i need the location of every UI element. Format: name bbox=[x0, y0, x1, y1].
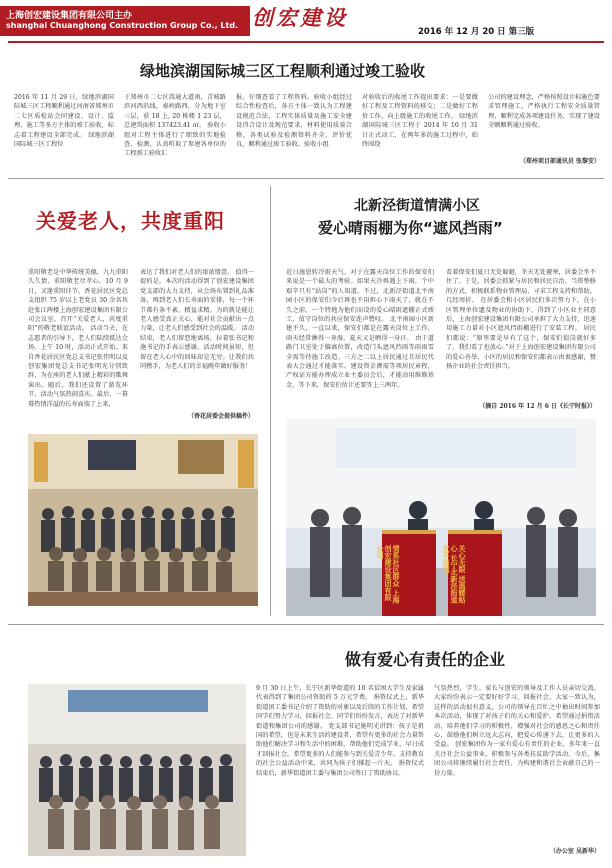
article4-headline: 做有爱心有责任的企业 bbox=[345, 650, 506, 669]
article3-headline-line2: 爱心晴雨棚为你“遮风挡雨” bbox=[318, 219, 503, 237]
issue-date-page: 2016 年 12 月 20 日 第三版 bbox=[418, 27, 535, 37]
section-divider-1 bbox=[8, 178, 604, 179]
banner-text-right: 关心无限 送温暖贴心 长宁北新泾街道北平南园 bbox=[442, 545, 466, 604]
article2-credit: （香花居委会提供稿件） bbox=[187, 413, 254, 420]
newspaper-masthead: 创宏建设 bbox=[252, 5, 348, 30]
article4-credit: （办公室 吴新华） bbox=[549, 848, 600, 855]
article1-col-3: 报，仔细查看了工程资料。验收小组经过综合性检查后，各方主体一致认为工程建设规范合法，工程实体质量及施工安全建设得合设计及规范要求，材料使用质量合格，各类试验及检测资料齐全，评价优良，顺利通过竣工验收。验收小组 bbox=[236, 94, 352, 149]
header-rule bbox=[8, 41, 604, 43]
article3-col-1: 近日施恩转冷雨天气，对于在露天岗位工作的保安们来说是一个最大的考验。如果天冷再遇上下雨，个中艰辛只有“站岗”的人知道。不过，北新泾街道北平南园小区的保安们今后再也不用担心下雨天了，就在不久之前，一个特地为他们而设的爱心晴雨遮棚正式竣工，值守岗位的共应保安连声赞叹。 北平南园小区新建不久，一直以来，保安们都是在露天岗位上工作，雨天经常淋得一身湿，夏天又是晒得一身汗。 由于道路门卫室处于偏离位置，改造门头遮风挡雨等雨雨雪全需等待施工改造。三方之二以上居民通过且居民代表大会通过才能落实。建设资金测需等项居民章程，产权证方能办理成立业主委员会后，才能动用维修基金，等下来，保安们估计还要等上三两年。 bbox=[286, 269, 434, 389]
article2-headline: 关爱老人，共度重阳 bbox=[36, 209, 225, 233]
photo-student-donation bbox=[28, 684, 246, 856]
banner-text-left: 情系社区群众 上海创宏建设集团有限公司 bbox=[376, 545, 400, 604]
article1-col-5: 公司的建设理念，严格按照设计标施色要求管理施工，严格执行工程安全质量管理，顺利完成各项建设任务，实现了建设全额顺利通过验收。 bbox=[488, 94, 600, 130]
column-divider-vertical bbox=[270, 186, 271, 616]
publisher-name-en: shanghai Chuanghong Construction Group Co., Ltd. bbox=[6, 21, 239, 30]
article2-col-1: 重阳敬老是中华传统美德，九九重阳久久情，重阳敬老尽孝心。10 月 9 日，又逢重阳佳节，香花居民区党总支组织 75 岁以上老党员 30 余名共赴张江两楼上海创宏建设集团有限公司会议室，召开“关爱老人，共度重阳”的敬老联谊活动。 活动当天，在志愿者的引导下，老人们陆续抵达会场。上午 10 时，活动正式开始。来自香花居民区党总支书记张伟明以及创宏集团党总支书记张明光分别致辞，为在座的老人们献上精彩的歌舞演出。随后，我们还设置了游览环节，活动气氛热闹喜庆。最后，一幕幕热情洋溢的长寿面端了上来， bbox=[28, 269, 128, 408]
photo-banner-presentation bbox=[286, 418, 596, 616]
section-divider-2 bbox=[8, 624, 604, 625]
article1-col-2: 于郑州市二七区嵩通大道南，青城路滨河西沿线，秦岭路西，分为地下室三层，获 18 上, 20 栋楼 1 23 层，总建筑面积 137423.41 ㎡。 验收小组对工程主体进行了细致的实地检查、检测，认真听取了参建各单位的工程竣工验收汇 bbox=[124, 94, 226, 158]
article1-col-1: 2016 年 11 月 29 日，绿地滨湖国际城三区工程顺利通过河南省郑州市二七区质检站会同建设、设计、监理、施工等多方主体的竣工验收，标志着工程建设全部完成。 绿地滨湖国际城三区工程位 bbox=[14, 94, 114, 149]
publisher-name-cn: 上海创宏建设集团有限公司主办 bbox=[6, 11, 133, 21]
photo-elderly-gathering bbox=[28, 434, 258, 606]
article1-credit: （郑州项目部通讯员 张黎安） bbox=[519, 158, 600, 165]
article2-col-2: 表达了我们对老人们的浓浓情意。 值得一提的是，本次的活动得到了创宏建设集团党支部的大力支持，从会场布置到礼品准备，再到老人们长寿面的安排，每一个环节都有条不紊，精益求精。为的就是能让老人感受真正关心，能对社会贡献出一点力量，让老人们感受到社会的温暖。 活动结束，老人们留恋地离场，拉着张书记和施书记的手表示感谢。活动时间虽短，但留在老人心中的回味却是无穷。让我们共同携手，为老人们的幸福晚年做好服务！ bbox=[140, 269, 254, 371]
publisher-banner bbox=[0, 6, 250, 36]
article3-credit: （摘自 2016 年 12 月 6 日《长宁时报》） bbox=[479, 403, 596, 410]
article1-col-4: 对验收后的收尾工作提出要求：一是要做好工程及工程资料的移交；二是做好工程价工作，向上级施工的收尾工作。 绿地滨湖国际城三区工程于 2014 年 10 月 31 日正式动工，在两年多的施工过程中，始终围绕 bbox=[362, 94, 478, 149]
article3-col-2: 看着保安们夏日无处躲避，冬天无处避寒，居委会坐不住了。于是，居委会抓紧与居民和居民自治、当资整修的方式，积极联系物业管理局，寻求工程支持和帮助，几经周折。 在居委会和小区居民们多次努力下，在小区管理单位遗及物业的协助下，得到了小区业主同意后，上海创宏建设集团有限公司承担了大力支持，迅速用施工力量对小区遮风挡雨棚进行了安装工程。 居民们都说：“原里要是早有了这个，保安们值岗就好多了，我们看了也放心。”对于上海创宏建设集团有限公司的爱心善举，小区的居民和保安们都表示由衷感谢，赞扬企业的社会责任担当。 bbox=[446, 269, 596, 371]
article4-col-2: 气氛热烈，学生、家长与创宏的领导及工作人员亲切交流。大家纷纷表示一定要好好学习，回报社会。大家一致认为，这样的活动很有意义，公司的领导在百忙之中抽出时间参加本次活动，体现了对孩子们的关心和爱护。希望通过捐资活动，培养他们学习的积极性，增强对社会的感恩之心和责任心，鼓励他们树立远大志向，把爱心传递下去，让更多的人受益。 创宏集团作为一家有爱心有责任的企业，多年来一直关注社会公益事业，积极参与各类扶贫助学活动。今后，集团公司将继续履行社会责任，为构建和谐社会贡献自己的一份力量。 bbox=[434, 685, 600, 777]
article1-headline: 绿地滨湖国际城三区工程顺利通过竣工验收 bbox=[140, 62, 426, 80]
article3-headline-line1: 北新泾街道情满小区 bbox=[354, 198, 480, 214]
article4-col-1: 9 月 30 日上午，长宁区新华街道的 10 名贫困大学生及家属代表得到了集团公司资助的 5 万元学费。 捐资仪式上，新华街道团工委书记介绍了资助的对象以及后续的工作计划，希望同学们努力学习，回报社会。同学们纷纷发言，表达了对新华街道和集团公司的感谢。 党支部书记施明光讲到：孩子是祖国的希望，也是未来生活的建设者，希望有更多的社会力量帮助他们解决学习和生活中的困难，帮助他们完成学业，早日成才回报社会。希望更多的人们能参与到关爱青少年、支持教育的社会公益活动中来，共同为孩子们撑起一片天。 捐资仪式结束后，新华街道团工委与集团公司签订了资助协议。 bbox=[256, 685, 424, 777]
